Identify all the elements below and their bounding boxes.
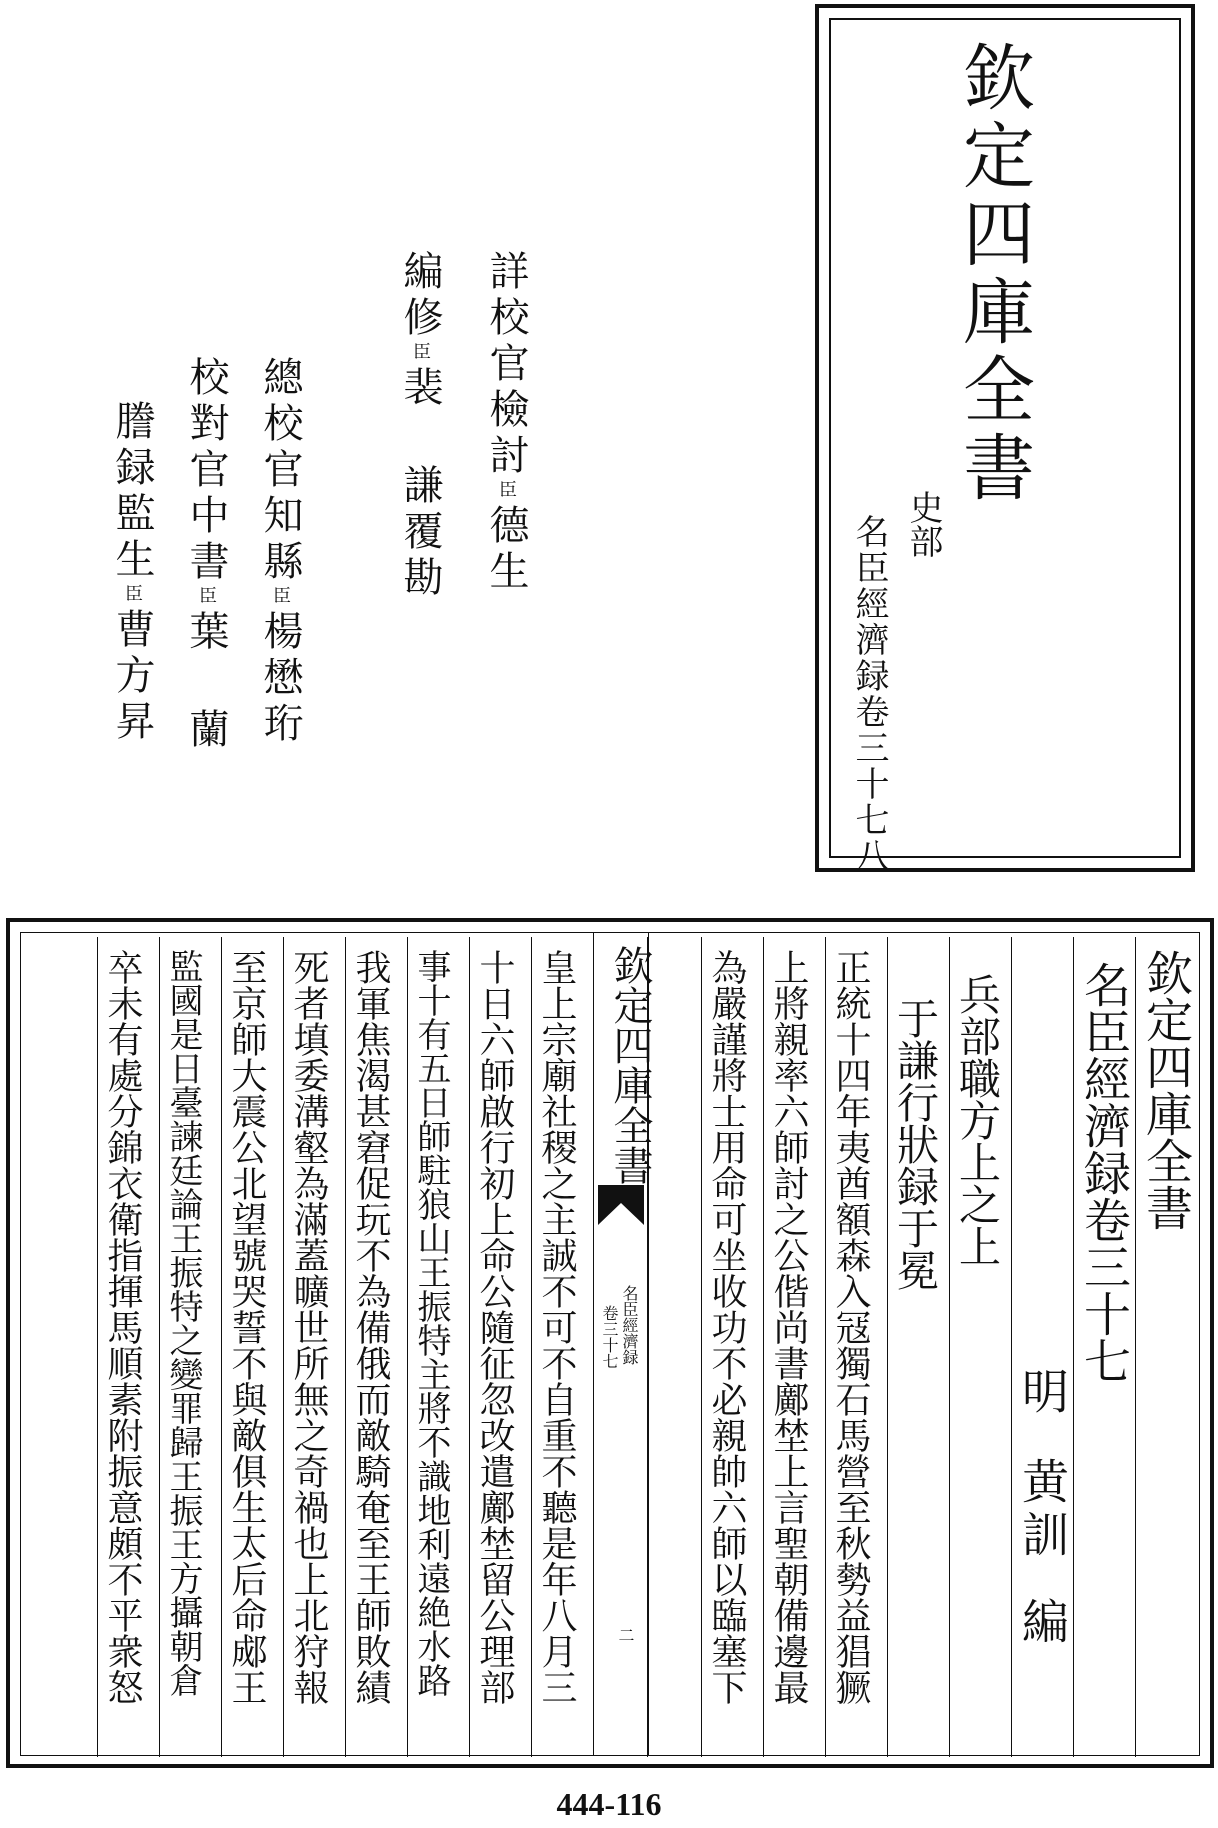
credit-name: 楊懋珩 bbox=[257, 610, 303, 748]
column-text: 至京師大震公北望號哭誓不與敵俱生太后命郕王 bbox=[226, 949, 267, 1705]
text-column bbox=[763, 937, 826, 1757]
text-column bbox=[345, 937, 408, 1757]
credit-role: 謄録監生 bbox=[109, 400, 155, 584]
strip-volume: 卷三十七 bbox=[600, 1305, 619, 1369]
author-role: 編 bbox=[1014, 1597, 1069, 1644]
title-plaque bbox=[815, 4, 1195, 872]
author-dynasty: 明 bbox=[1014, 1367, 1069, 1414]
text-column bbox=[97, 937, 160, 1757]
credit-name: 德生 bbox=[483, 504, 529, 596]
column-text: 監國是日臺諫廷論王振特之變罪歸王振王方攝朝倉 bbox=[163, 949, 203, 1697]
credit-line-1 bbox=[478, 250, 535, 596]
column-text: 死者填委溝壑為滿蓋曠世所無之奇禍也上北狩報 bbox=[288, 949, 329, 1705]
text-column bbox=[159, 937, 222, 1757]
author-name: 黄訓 bbox=[1014, 1457, 1069, 1563]
credit-mark: 臣 bbox=[496, 480, 517, 504]
credit-mark: 臣 bbox=[410, 342, 431, 366]
author-column bbox=[1011, 937, 1074, 1757]
text-column bbox=[221, 937, 284, 1757]
credit-name: 曹方昇 bbox=[109, 608, 155, 746]
column-text: 十日六師啟行初上命公隨征忽改遣鄺埜留公理部 bbox=[474, 949, 515, 1705]
category-label: 史部 bbox=[903, 490, 943, 558]
credit-line-5 bbox=[104, 400, 161, 746]
column-text: 兵部職方上之上 bbox=[953, 973, 1002, 1267]
text-column bbox=[825, 937, 888, 1757]
column-text: 上將親率六師討之公偕尚書鄺埜上言聖朝備邊最 bbox=[768, 949, 809, 1705]
text-column bbox=[531, 937, 594, 1757]
credit-mark: 臣 bbox=[196, 586, 217, 610]
text-page-inner-border bbox=[20, 932, 1200, 1756]
strip-title: 欽定四庫全書 bbox=[607, 945, 653, 1185]
credit-name: 葉 蘭 bbox=[183, 610, 229, 754]
text-column bbox=[1135, 937, 1198, 1757]
strip-page-number: 二 bbox=[616, 1627, 635, 1643]
credit-line-3 bbox=[252, 356, 309, 748]
column-text: 我軍焦渴甚窘促玩不為備俄而敵騎奄至王師敗績 bbox=[350, 949, 391, 1705]
column-text: 正統十四年夷酋額森入冦獨石馬營至秋勢益猖獗 bbox=[830, 949, 871, 1705]
text-column bbox=[469, 937, 532, 1757]
text-column bbox=[887, 937, 950, 1757]
column-text: 卒未有處分錦衣衛指揮馬順素附振意頗不平衆怒 bbox=[102, 949, 143, 1705]
main-title: 欽定四庫全書 bbox=[951, 40, 1035, 508]
center-fold-strip bbox=[593, 933, 653, 1755]
credit-role: 詳校官檢討 bbox=[483, 250, 529, 480]
text-column bbox=[701, 937, 764, 1757]
text-column bbox=[1073, 937, 1136, 1757]
text-page bbox=[6, 918, 1214, 1768]
strip-book-title: 名臣經濟録 bbox=[620, 1285, 639, 1365]
credit-line-2 bbox=[392, 250, 449, 602]
text-column bbox=[407, 937, 470, 1757]
column-text: 為嚴謹將士用命可坐收功不必親帥六師以臨塞下 bbox=[706, 949, 747, 1705]
column-text: 皇上宗廟社稷之主誠不可不自重不聽是年八月三 bbox=[536, 949, 577, 1705]
credit-role: 校對官中書 bbox=[183, 356, 229, 586]
title-plaque-inner-border bbox=[829, 18, 1181, 874]
credit-name: 裴 謙覆勘 bbox=[397, 366, 443, 602]
column-text: 名臣經濟録卷三十七 bbox=[1076, 961, 1131, 1384]
text-column bbox=[949, 937, 1012, 1757]
fish-tail-mark-icon bbox=[598, 1185, 644, 1225]
credit-mark: 臣 bbox=[270, 586, 291, 610]
page-number: 444-116 bbox=[556, 1786, 662, 1822]
credit-mark: 臣 bbox=[122, 584, 143, 608]
credit-role: 總校官知縣 bbox=[257, 356, 303, 586]
credit-role: 編修 bbox=[397, 250, 443, 342]
credit-line-4 bbox=[178, 356, 235, 754]
text-column bbox=[283, 937, 346, 1757]
column-text: 事十有五日師駐狼山王振特主將不識地利遠絶水路 bbox=[411, 949, 451, 1697]
column-text: 欽定四庫全書 bbox=[1138, 949, 1193, 1231]
volume-title: 名臣經濟録卷三十七八 bbox=[849, 514, 889, 874]
column-text: 于謙行狀録于冕 bbox=[891, 997, 940, 1291]
